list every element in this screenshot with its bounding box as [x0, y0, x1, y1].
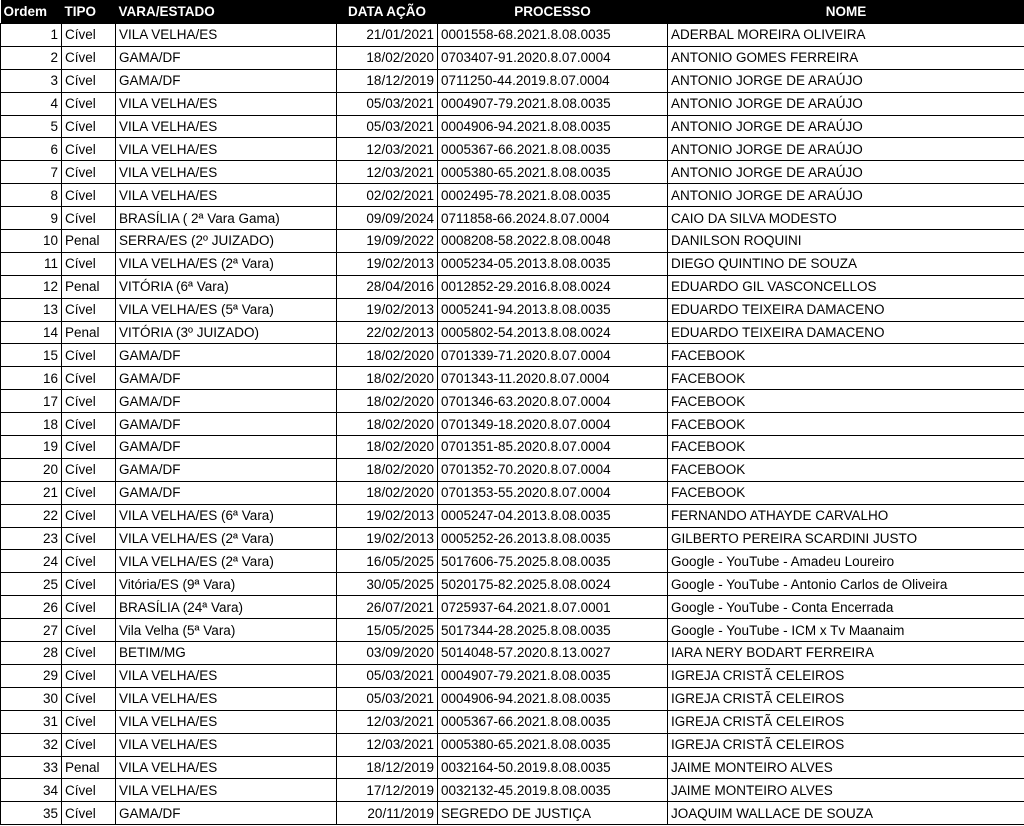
tipo-cell: Cível [62, 92, 116, 115]
processo-cell: 0012852-29.2016.8.08.0024 [438, 275, 668, 298]
processo-cell: 0703407-91.2020.8.07.0004 [438, 46, 668, 69]
nome-cell: EDUARDO TEIXEIRA DAMACENO [668, 321, 1024, 344]
vara-estado-cell: GAMA/DF [116, 481, 337, 504]
data-acao-cell: 19/02/2013 [337, 504, 438, 527]
data-acao-cell: 20/11/2019 [337, 802, 438, 825]
vara-estado-cell: Vitória/ES (9ª Vara) [116, 573, 337, 596]
vara-estado-cell: VILA VELHA/ES [116, 687, 337, 710]
table-row [1, 138, 1024, 161]
vara-estado-cell: VILA VELHA/ES [116, 733, 337, 756]
tipo-cell: Cível [62, 573, 116, 596]
nome-cell: CAIO DA SILVA MODESTO [668, 207, 1024, 230]
table-row [1, 184, 1024, 207]
data-acao-cell: 05/03/2021 [337, 687, 438, 710]
processo-cell: 0701346-63.2020.8.07.0004 [438, 390, 668, 413]
tipo-cell: Cível [62, 642, 116, 665]
header-row [1, 0, 1024, 24]
nome-cell: FACEBOOK [668, 390, 1024, 413]
nome-cell: FACEBOOK [668, 458, 1024, 481]
table-row [1, 367, 1024, 390]
tipo-cell: Cível [62, 504, 116, 527]
data-acao-cell: 02/02/2021 [337, 184, 438, 207]
table-row [1, 252, 1024, 275]
table-row [1, 46, 1024, 69]
tipo-cell: Cível [62, 481, 116, 504]
vara-estado-cell: VILA VELHA/ES (2ª Vara) [116, 550, 337, 573]
tipo-cell: Cível [62, 733, 116, 756]
data-acao-cell: 05/03/2021 [337, 92, 438, 115]
table-row [1, 344, 1024, 367]
table-row [1, 207, 1024, 230]
data-acao-cell: 18/12/2019 [337, 756, 438, 779]
ordem-cell: 2 [1, 46, 62, 69]
table-row [1, 779, 1024, 802]
table-row [1, 69, 1024, 92]
ordem-cell: 26 [1, 596, 62, 619]
ordem-cell: 16 [1, 367, 62, 390]
ordem-cell: 24 [1, 550, 62, 573]
tipo-cell: Cível [62, 390, 116, 413]
ordem-cell: 5 [1, 115, 62, 138]
data-acao-cell: 18/02/2020 [337, 481, 438, 504]
data-acao-cell: 12/03/2021 [337, 710, 438, 733]
nome-cell: ANTONIO JORGE DE ARAÚJO [668, 161, 1024, 184]
ordem-cell: 8 [1, 184, 62, 207]
tipo-cell: Cível [62, 458, 116, 481]
tipo-cell: Cível [62, 69, 116, 92]
table-row [1, 573, 1024, 596]
ordem-cell: 28 [1, 642, 62, 665]
table-row [1, 298, 1024, 321]
data-acao-cell: 12/03/2021 [337, 161, 438, 184]
vara-estado-cell: VILA VELHA/ES (5ª Vara) [116, 298, 337, 321]
vara-estado-cell: VILA VELHA/ES [116, 664, 337, 687]
tipo-cell: Cível [62, 207, 116, 230]
data-acao-cell: 05/03/2021 [337, 115, 438, 138]
nome-cell: FACEBOOK [668, 436, 1024, 459]
tipo-cell: Cível [62, 298, 116, 321]
table-row [1, 481, 1024, 504]
nome-cell: IARA NERY BODART FERREIRA [668, 642, 1024, 665]
ordem-cell: 10 [1, 230, 62, 253]
tipo-cell: Cível [62, 161, 116, 184]
nome-cell: Google - YouTube - ICM x Tv Maanaim [668, 619, 1024, 642]
nome-cell: ANTONIO JORGE DE ARAÚJO [668, 92, 1024, 115]
vara-estado-cell: BRASÍLIA ( 2ª Vara Gama) [116, 207, 337, 230]
table-row [1, 504, 1024, 527]
data-acao-cell: 19/02/2013 [337, 298, 438, 321]
data-acao-cell: 19/02/2013 [337, 527, 438, 550]
tipo-cell: Cível [62, 550, 116, 573]
table-row [1, 550, 1024, 573]
vara-estado-cell: VILA VELHA/ES [116, 184, 337, 207]
processo-cell: 0004906-94.2021.8.08.0035 [438, 115, 668, 138]
vara-estado-cell: VILA VELHA/ES [116, 138, 337, 161]
data-acao-cell: 18/02/2020 [337, 436, 438, 459]
tipo-cell: Cível [62, 779, 116, 802]
data-acao-cell: 12/03/2021 [337, 138, 438, 161]
table-row [1, 321, 1024, 344]
tipo-cell: Cível [62, 344, 116, 367]
tipo-cell: Cível [62, 619, 116, 642]
vara-estado-cell: GAMA/DF [116, 46, 337, 69]
table-row [1, 802, 1024, 825]
vara-estado-cell: GAMA/DF [116, 458, 337, 481]
data-acao-cell: 18/02/2020 [337, 390, 438, 413]
ordem-cell: 34 [1, 779, 62, 802]
ordem-cell: 30 [1, 687, 62, 710]
data-acao-cell: 30/05/2025 [337, 573, 438, 596]
data-acao-cell: 09/09/2024 [337, 207, 438, 230]
table-row [1, 275, 1024, 298]
vara-estado-cell: BETIM/MG [116, 642, 337, 665]
tipo-cell: Cível [62, 802, 116, 825]
data-acao-cell: 22/02/2013 [337, 321, 438, 344]
ordem-cell: 20 [1, 458, 62, 481]
processo-cell: 0004906-94.2021.8.08.0035 [438, 687, 668, 710]
data-acao-cell: 28/04/2016 [337, 275, 438, 298]
ordem-cell: 7 [1, 161, 62, 184]
ordem-cell: 12 [1, 275, 62, 298]
nome-cell: EDUARDO GIL VASCONCELLOS [668, 275, 1024, 298]
nome-cell: ANTONIO JORGE DE ARAÚJO [668, 184, 1024, 207]
tipo-cell: Cível [62, 367, 116, 390]
vara-estado-cell: GAMA/DF [116, 390, 337, 413]
nome-cell: DIEGO QUINTINO DE SOUZA [668, 252, 1024, 275]
table-row [1, 710, 1024, 733]
data-acao-cell: 03/09/2020 [337, 642, 438, 665]
data-acao-cell: 18/02/2020 [337, 46, 438, 69]
nome-cell: DANILSON ROQUINI [668, 230, 1024, 253]
tipo-cell: Cível [62, 687, 116, 710]
table-row [1, 527, 1024, 550]
tipo-cell: Penal [62, 756, 116, 779]
processo-cell: 0005380-65.2021.8.08.0035 [438, 733, 668, 756]
nome-cell: ANTONIO JORGE DE ARAÚJO [668, 115, 1024, 138]
processo-cell: 0002495-78.2021.8.08.0035 [438, 184, 668, 207]
data-acao-cell: 05/03/2021 [337, 664, 438, 687]
ordem-cell: 33 [1, 756, 62, 779]
ordem-cell: 9 [1, 207, 62, 230]
tipo-cell: Cível [62, 138, 116, 161]
processo-cell: 5020175-82.2025.8.08.0024 [438, 573, 668, 596]
vara-estado-cell: VILA VELHA/ES (2ª Vara) [116, 527, 337, 550]
tipo-cell: Cível [62, 527, 116, 550]
processo-cell: 0701343-11.2020.8.07.0004 [438, 367, 668, 390]
table-row [1, 458, 1024, 481]
processo-cell: 0005252-26.2013.8.08.0035 [438, 527, 668, 550]
ordem-cell: 32 [1, 733, 62, 756]
processo-cell: 0005234-05.2013.8.08.0035 [438, 252, 668, 275]
ordem-cell: 6 [1, 138, 62, 161]
processo-cell: 0005367-66.2021.8.08.0035 [438, 138, 668, 161]
tipo-cell: Penal [62, 230, 116, 253]
nome-cell: IGREJA CRISTÃ CELEIROS [668, 664, 1024, 687]
processo-cell: 0711858-66.2024.8.07.0004 [438, 207, 668, 230]
ordem-cell: 23 [1, 527, 62, 550]
ordem-cell: 25 [1, 573, 62, 596]
processo-cell: 0725937-64.2021.8.07.0001 [438, 596, 668, 619]
table-row [1, 115, 1024, 138]
vara-estado-cell: VILA VELHA/ES [116, 756, 337, 779]
nome-cell: ANTONIO GOMES FERREIRA [668, 46, 1024, 69]
nome-cell: Google - YouTube - Amadeu Loureiro [668, 550, 1024, 573]
vara-estado-cell: BRASÍLIA (24ª Vara) [116, 596, 337, 619]
vara-estado-cell: Vila Velha (5ª Vara) [116, 619, 337, 642]
data-acao-cell: 18/02/2020 [337, 367, 438, 390]
processo-cell: SEGREDO DE JUSTIÇA [438, 802, 668, 825]
vara-estado-cell: SERRA/ES (2º JUIZADO) [116, 230, 337, 253]
nome-cell: FACEBOOK [668, 413, 1024, 436]
ordem-cell: 31 [1, 710, 62, 733]
data-acao-cell: 17/12/2019 [337, 779, 438, 802]
processo-cell: 0005241-94.2013.8.08.0035 [438, 298, 668, 321]
nome-cell: FACEBOOK [668, 367, 1024, 390]
table-row [1, 642, 1024, 665]
table-row [1, 596, 1024, 619]
table-row [1, 24, 1024, 47]
processo-cell: 0032164-50.2019.8.08.0035 [438, 756, 668, 779]
processo-cell: 0004907-79.2021.8.08.0035 [438, 92, 668, 115]
data-acao-cell: 19/09/2022 [337, 230, 438, 253]
header-ordem: Ordem [1, 0, 62, 24]
ordem-cell: 15 [1, 344, 62, 367]
tipo-cell: Cível [62, 24, 116, 47]
processo-cell: 0004907-79.2021.8.08.0035 [438, 664, 668, 687]
table-row [1, 687, 1024, 710]
table-row [1, 436, 1024, 459]
ordem-cell: 14 [1, 321, 62, 344]
vara-estado-cell: VITÓRIA (3º JUIZADO) [116, 321, 337, 344]
processo-cell: 5014048-57.2020.8.13.0027 [438, 642, 668, 665]
tipo-cell: Cível [62, 664, 116, 687]
vara-estado-cell: VILA VELHA/ES [116, 115, 337, 138]
vara-estado-cell: VILA VELHA/ES [116, 779, 337, 802]
nome-cell: JOAQUIM WALLACE DE SOUZA [668, 802, 1024, 825]
processo-cell: 0001558-68.2021.8.08.0035 [438, 24, 668, 47]
ordem-cell: 19 [1, 436, 62, 459]
processo-cell: 0701339-71.2020.8.07.0004 [438, 344, 668, 367]
vara-estado-cell: VILA VELHA/ES (2ª Vara) [116, 252, 337, 275]
table-row [1, 230, 1024, 253]
table-row [1, 413, 1024, 436]
ordem-cell: 1 [1, 24, 62, 47]
header-tipo: TIPO [62, 0, 116, 24]
ordem-cell: 11 [1, 252, 62, 275]
vara-estado-cell: GAMA/DF [116, 69, 337, 92]
table-row [1, 390, 1024, 413]
processo-cell: 0005802-54.2013.8.08.0024 [438, 321, 668, 344]
nome-cell: IGREJA CRISTÃ CELEIROS [668, 710, 1024, 733]
data-acao-cell: 15/05/2025 [337, 619, 438, 642]
table-row [1, 756, 1024, 779]
tipo-cell: Cível [62, 252, 116, 275]
nome-cell: FACEBOOK [668, 344, 1024, 367]
processo-cell: 0701351-85.2020.8.07.0004 [438, 436, 668, 459]
data-acao-cell: 18/02/2020 [337, 413, 438, 436]
vara-estado-cell: GAMA/DF [116, 367, 337, 390]
vara-estado-cell: VILA VELHA/ES [116, 92, 337, 115]
data-acao-cell: 18/02/2020 [337, 458, 438, 481]
tipo-cell: Cível [62, 46, 116, 69]
data-acao-cell: 19/02/2013 [337, 252, 438, 275]
data-acao-cell: 26/07/2021 [337, 596, 438, 619]
header-vara-estado: VARA/ESTADO [116, 0, 337, 24]
vara-estado-cell: VILA VELHA/ES [116, 710, 337, 733]
processo-cell: 0005247-04.2013.8.08.0035 [438, 504, 668, 527]
header-nome: NOME [668, 0, 1024, 24]
ordem-cell: 13 [1, 298, 62, 321]
data-acao-cell: 21/01/2021 [337, 24, 438, 47]
vara-estado-cell: VILA VELHA/ES [116, 24, 337, 47]
processo-cell: 0701353-55.2020.8.07.0004 [438, 481, 668, 504]
vara-estado-cell: VITÓRIA (6ª Vara) [116, 275, 337, 298]
tipo-cell: Cível [62, 436, 116, 459]
tipo-cell: Penal [62, 321, 116, 344]
tipo-cell: Cível [62, 184, 116, 207]
table-row [1, 161, 1024, 184]
nome-cell: ANTONIO JORGE DE ARAÚJO [668, 138, 1024, 161]
header-data-acao: DATA AÇÃO [337, 0, 438, 24]
nome-cell: FERNANDO ATHAYDE CARVALHO [668, 504, 1024, 527]
nome-cell: JAIME MONTEIRO ALVES [668, 756, 1024, 779]
table-row [1, 619, 1024, 642]
tipo-cell: Cível [62, 596, 116, 619]
table-row [1, 664, 1024, 687]
processo-cell: 5017606-75.2025.8.08.0035 [438, 550, 668, 573]
vara-estado-cell: GAMA/DF [116, 344, 337, 367]
processo-cell: 0008208-58.2022.8.08.0048 [438, 230, 668, 253]
table-row [1, 733, 1024, 756]
tipo-cell: Cível [62, 115, 116, 138]
data-acao-cell: 18/12/2019 [337, 69, 438, 92]
vara-estado-cell: GAMA/DF [116, 413, 337, 436]
ordem-cell: 4 [1, 92, 62, 115]
nome-cell: EDUARDO TEIXEIRA DAMACENO [668, 298, 1024, 321]
nome-cell: ADERBAL MOREIRA OLIVEIRA [668, 24, 1024, 47]
ordem-cell: 18 [1, 413, 62, 436]
nome-cell: Google - YouTube - Conta Encerrada [668, 596, 1024, 619]
ordem-cell: 35 [1, 802, 62, 825]
ordem-cell: 17 [1, 390, 62, 413]
vara-estado-cell: VILA VELHA/ES [116, 161, 337, 184]
tipo-cell: Penal [62, 275, 116, 298]
vara-estado-cell: GAMA/DF [116, 802, 337, 825]
nome-cell: IGREJA CRISTÃ CELEIROS [668, 687, 1024, 710]
processo-cell: 0032132-45.2019.8.08.0035 [438, 779, 668, 802]
nome-cell: FACEBOOK [668, 481, 1024, 504]
nome-cell: JAIME MONTEIRO ALVES [668, 779, 1024, 802]
header-processo: PROCESSO [438, 0, 668, 24]
data-acao-cell: 12/03/2021 [337, 733, 438, 756]
processo-cell: 0005367-66.2021.8.08.0035 [438, 710, 668, 733]
tipo-cell: Cível [62, 413, 116, 436]
nome-cell: Google - YouTube - Antonio Carlos de Oliveira [668, 573, 1024, 596]
processo-cell: 0701352-70.2020.8.07.0004 [438, 458, 668, 481]
vara-estado-cell: VILA VELHA/ES (6ª Vara) [116, 504, 337, 527]
ordem-cell: 27 [1, 619, 62, 642]
processo-cell: 0701349-18.2020.8.07.0004 [438, 413, 668, 436]
vara-estado-cell: GAMA/DF [116, 436, 337, 459]
processo-cell: 5017344-28.2025.8.08.0035 [438, 619, 668, 642]
nome-cell: IGREJA CRISTÃ CELEIROS [668, 733, 1024, 756]
data-acao-cell: 16/05/2025 [337, 550, 438, 573]
data-acao-cell: 18/02/2020 [337, 344, 438, 367]
tipo-cell: Cível [62, 710, 116, 733]
processo-cell: 0005380-65.2021.8.08.0035 [438, 161, 668, 184]
processo-cell: 0711250-44.2019.8.07.0004 [438, 69, 668, 92]
nome-cell: GILBERTO PEREIRA SCARDINI JUSTO [668, 527, 1024, 550]
ordem-cell: 22 [1, 504, 62, 527]
ordem-cell: 3 [1, 69, 62, 92]
ordem-cell: 29 [1, 664, 62, 687]
nome-cell: ANTONIO JORGE DE ARAÚJO [668, 69, 1024, 92]
ordem-cell: 21 [1, 481, 62, 504]
table-row [1, 92, 1024, 115]
